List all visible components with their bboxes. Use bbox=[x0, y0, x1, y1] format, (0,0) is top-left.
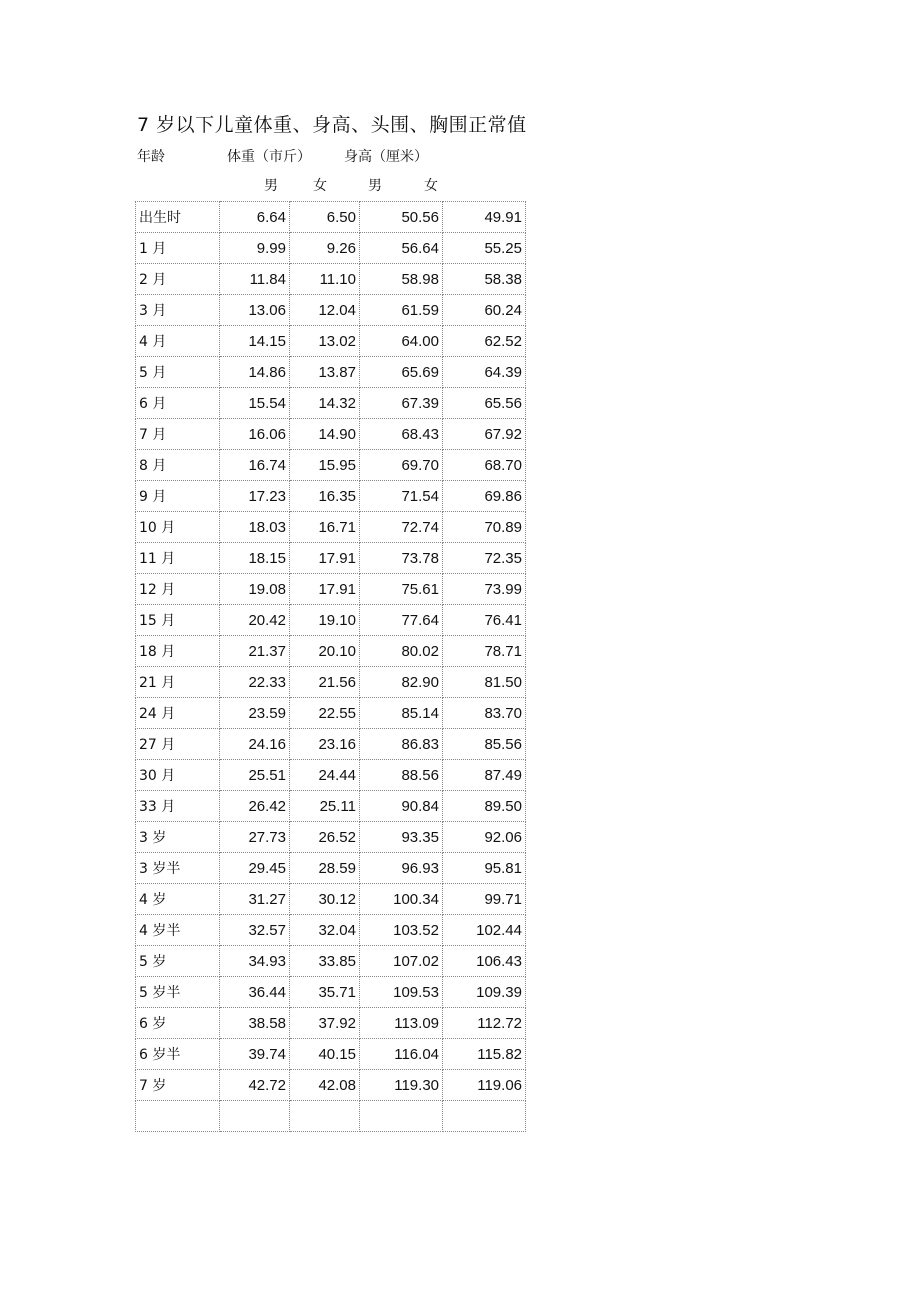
weight-male-header: 男 bbox=[264, 178, 278, 194]
weight-male-cell: 29.45 bbox=[220, 853, 290, 884]
height-female-cell: 55.25 bbox=[443, 233, 526, 264]
weight-female-cell: 9.26 bbox=[290, 233, 360, 264]
table-row bbox=[136, 915, 526, 946]
age-cell: 30 月 bbox=[136, 760, 220, 791]
age-cell: 3 岁半 bbox=[136, 853, 220, 884]
age-cell: 4 岁半 bbox=[136, 915, 220, 946]
height-female-cell: 119.06 bbox=[443, 1070, 526, 1101]
age-cell: 7 月 bbox=[136, 419, 220, 450]
weight-male-cell: 18.15 bbox=[220, 543, 290, 574]
height-male-cell: 77.64 bbox=[360, 605, 443, 636]
age-cell: 15 月 bbox=[136, 605, 220, 636]
table-row bbox=[136, 512, 526, 543]
weight-female-cell: 20.10 bbox=[290, 636, 360, 667]
height-female-cell: 64.39 bbox=[443, 357, 526, 388]
weight-male-cell: 36.44 bbox=[220, 977, 290, 1008]
table-row bbox=[136, 729, 526, 760]
height-female-cell: 72.35 bbox=[443, 543, 526, 574]
height-male-header: 男 bbox=[368, 178, 382, 194]
age-cell: 出生时 bbox=[136, 202, 220, 233]
weight-female-cell: 19.10 bbox=[290, 605, 360, 636]
weight-female-cell: 13.02 bbox=[290, 326, 360, 357]
table-row bbox=[136, 667, 526, 698]
weight-female-cell: 16.71 bbox=[290, 512, 360, 543]
age-cell: 6 岁半 bbox=[136, 1039, 220, 1070]
height-female-cell: 89.50 bbox=[443, 791, 526, 822]
height-male-cell: 61.59 bbox=[360, 295, 443, 326]
height-female-cell: 49.91 bbox=[443, 202, 526, 233]
weight-female-cell: 35.71 bbox=[290, 977, 360, 1008]
height-female-cell: 81.50 bbox=[443, 667, 526, 698]
table-row bbox=[136, 884, 526, 915]
height-male-cell: 100.34 bbox=[360, 884, 443, 915]
table-row bbox=[136, 295, 526, 326]
height-male-cell: 72.74 bbox=[360, 512, 443, 543]
age-cell: 2 月 bbox=[136, 264, 220, 295]
age-cell bbox=[136, 1101, 220, 1132]
height-male-cell: 64.00 bbox=[360, 326, 443, 357]
table-row bbox=[136, 326, 526, 357]
table-row bbox=[136, 605, 526, 636]
weight-female-cell: 12.04 bbox=[290, 295, 360, 326]
weight-female-cell: 33.85 bbox=[290, 946, 360, 977]
weight-female-cell: 37.92 bbox=[290, 1008, 360, 1039]
table-body bbox=[136, 202, 526, 1132]
weight-male-cell: 20.42 bbox=[220, 605, 290, 636]
age-cell: 10 月 bbox=[136, 512, 220, 543]
height-male-cell: 65.69 bbox=[360, 357, 443, 388]
height-female-cell: 78.71 bbox=[443, 636, 526, 667]
height-male-cell: 90.84 bbox=[360, 791, 443, 822]
weight-male-cell: 19.08 bbox=[220, 574, 290, 605]
height-female-cell: 87.49 bbox=[443, 760, 526, 791]
weight-male-cell: 17.23 bbox=[220, 481, 290, 512]
weight-male-cell: 21.37 bbox=[220, 636, 290, 667]
age-cell: 12 月 bbox=[136, 574, 220, 605]
height-female-cell: 73.99 bbox=[443, 574, 526, 605]
weight-male-cell: 14.86 bbox=[220, 357, 290, 388]
weight-male-cell: 34.93 bbox=[220, 946, 290, 977]
weight-male-cell: 14.15 bbox=[220, 326, 290, 357]
weight-female-cell: 11.10 bbox=[290, 264, 360, 295]
table-row bbox=[136, 233, 526, 264]
height-female-header: 女 bbox=[424, 178, 438, 194]
table-row bbox=[136, 760, 526, 791]
table-row bbox=[136, 698, 526, 729]
weight-female-cell bbox=[290, 1101, 360, 1132]
table-row bbox=[136, 1039, 526, 1070]
age-cell: 9 月 bbox=[136, 481, 220, 512]
height-male-cell: 50.56 bbox=[360, 202, 443, 233]
height-female-cell: 76.41 bbox=[443, 605, 526, 636]
weight-male-cell bbox=[220, 1101, 290, 1132]
weight-male-cell: 24.16 bbox=[220, 729, 290, 760]
height-female-cell: 106.43 bbox=[443, 946, 526, 977]
height-female-cell: 58.38 bbox=[443, 264, 526, 295]
weight-female-cell: 21.56 bbox=[290, 667, 360, 698]
age-cell: 21 月 bbox=[136, 667, 220, 698]
table-row bbox=[136, 636, 526, 667]
height-male-cell: 82.90 bbox=[360, 667, 443, 698]
weight-column-header: 体重（市斤） bbox=[227, 149, 311, 165]
height-female-cell: 112.72 bbox=[443, 1008, 526, 1039]
weight-male-cell: 16.74 bbox=[220, 450, 290, 481]
table-row bbox=[136, 388, 526, 419]
height-female-cell: 65.56 bbox=[443, 388, 526, 419]
weight-female-cell: 28.59 bbox=[290, 853, 360, 884]
weight-female-cell: 13.87 bbox=[290, 357, 360, 388]
weight-male-cell: 22.33 bbox=[220, 667, 290, 698]
age-cell: 6 岁 bbox=[136, 1008, 220, 1039]
table-row bbox=[136, 1101, 526, 1132]
weight-female-cell: 23.16 bbox=[290, 729, 360, 760]
weight-male-cell: 32.57 bbox=[220, 915, 290, 946]
height-female-cell: 67.92 bbox=[443, 419, 526, 450]
weight-female-cell: 22.55 bbox=[290, 698, 360, 729]
weight-female-cell: 30.12 bbox=[290, 884, 360, 915]
weight-male-cell: 18.03 bbox=[220, 512, 290, 543]
weight-male-cell: 9.99 bbox=[220, 233, 290, 264]
table-row bbox=[136, 450, 526, 481]
height-male-cell: 73.78 bbox=[360, 543, 443, 574]
weight-male-cell: 25.51 bbox=[220, 760, 290, 791]
height-male-cell: 85.14 bbox=[360, 698, 443, 729]
age-cell: 3 岁 bbox=[136, 822, 220, 853]
table-row bbox=[136, 264, 526, 295]
weight-male-cell: 39.74 bbox=[220, 1039, 290, 1070]
weight-male-cell: 6.64 bbox=[220, 202, 290, 233]
height-male-cell: 71.54 bbox=[360, 481, 443, 512]
height-male-cell: 86.83 bbox=[360, 729, 443, 760]
height-female-cell: 60.24 bbox=[443, 295, 526, 326]
height-female-cell: 62.52 bbox=[443, 326, 526, 357]
height-female-cell: 109.39 bbox=[443, 977, 526, 1008]
height-female-cell: 68.70 bbox=[443, 450, 526, 481]
age-cell: 4 岁 bbox=[136, 884, 220, 915]
weight-male-cell: 13.06 bbox=[220, 295, 290, 326]
table-row bbox=[136, 481, 526, 512]
table-row bbox=[136, 853, 526, 884]
page-title: 7 岁以下儿童体重、身高、头围、胸围正常值 bbox=[137, 114, 527, 136]
height-male-cell: 109.53 bbox=[360, 977, 443, 1008]
weight-female-cell: 25.11 bbox=[290, 791, 360, 822]
height-female-cell bbox=[443, 1101, 526, 1132]
age-cell: 27 月 bbox=[136, 729, 220, 760]
height-female-cell: 69.86 bbox=[443, 481, 526, 512]
height-male-cell: 96.93 bbox=[360, 853, 443, 884]
weight-female-cell: 26.52 bbox=[290, 822, 360, 853]
height-male-cell: 67.39 bbox=[360, 388, 443, 419]
weight-male-cell: 31.27 bbox=[220, 884, 290, 915]
weight-male-cell: 15.54 bbox=[220, 388, 290, 419]
height-male-cell: 69.70 bbox=[360, 450, 443, 481]
weight-male-cell: 26.42 bbox=[220, 791, 290, 822]
height-male-cell: 103.52 bbox=[360, 915, 443, 946]
height-female-cell: 92.06 bbox=[443, 822, 526, 853]
height-male-cell: 119.30 bbox=[360, 1070, 443, 1101]
weight-male-cell: 11.84 bbox=[220, 264, 290, 295]
weight-female-header: 女 bbox=[313, 178, 327, 194]
height-female-cell: 115.82 bbox=[443, 1039, 526, 1070]
weight-female-cell: 17.91 bbox=[290, 574, 360, 605]
weight-male-cell: 38.58 bbox=[220, 1008, 290, 1039]
age-cell: 4 月 bbox=[136, 326, 220, 357]
age-cell: 7 岁 bbox=[136, 1070, 220, 1101]
weight-female-cell: 14.90 bbox=[290, 419, 360, 450]
height-female-cell: 83.70 bbox=[443, 698, 526, 729]
age-cell: 5 岁 bbox=[136, 946, 220, 977]
weight-female-cell: 14.32 bbox=[290, 388, 360, 419]
table-row bbox=[136, 574, 526, 605]
table-row bbox=[136, 1070, 526, 1101]
table-row bbox=[136, 791, 526, 822]
age-cell: 1 月 bbox=[136, 233, 220, 264]
age-cell: 18 月 bbox=[136, 636, 220, 667]
age-cell: 24 月 bbox=[136, 698, 220, 729]
height-female-cell: 85.56 bbox=[443, 729, 526, 760]
age-cell: 6 月 bbox=[136, 388, 220, 419]
height-male-cell: 113.09 bbox=[360, 1008, 443, 1039]
weight-male-cell: 27.73 bbox=[220, 822, 290, 853]
height-male-cell: 88.56 bbox=[360, 760, 443, 791]
age-cell: 11 月 bbox=[136, 543, 220, 574]
table-row bbox=[136, 202, 526, 233]
height-male-cell: 58.98 bbox=[360, 264, 443, 295]
weight-female-cell: 42.08 bbox=[290, 1070, 360, 1101]
weight-female-cell: 15.95 bbox=[290, 450, 360, 481]
age-cell: 3 月 bbox=[136, 295, 220, 326]
weight-female-cell: 17.91 bbox=[290, 543, 360, 574]
height-male-cell: 107.02 bbox=[360, 946, 443, 977]
table-row bbox=[136, 419, 526, 450]
height-female-cell: 102.44 bbox=[443, 915, 526, 946]
height-female-cell: 99.71 bbox=[443, 884, 526, 915]
weight-female-cell: 24.44 bbox=[290, 760, 360, 791]
height-male-cell: 80.02 bbox=[360, 636, 443, 667]
table-row bbox=[136, 977, 526, 1008]
age-cell: 33 月 bbox=[136, 791, 220, 822]
weight-female-cell: 16.35 bbox=[290, 481, 360, 512]
weight-female-cell: 32.04 bbox=[290, 915, 360, 946]
height-female-cell: 95.81 bbox=[443, 853, 526, 884]
table-row bbox=[136, 1008, 526, 1039]
table-row bbox=[136, 357, 526, 388]
table-row bbox=[136, 946, 526, 977]
weight-male-cell: 42.72 bbox=[220, 1070, 290, 1101]
age-cell: 5 月 bbox=[136, 357, 220, 388]
age-cell: 8 月 bbox=[136, 450, 220, 481]
weight-male-cell: 23.59 bbox=[220, 698, 290, 729]
height-male-cell: 56.64 bbox=[360, 233, 443, 264]
height-male-cell: 75.61 bbox=[360, 574, 443, 605]
growth-standards-table bbox=[135, 201, 526, 1132]
height-female-cell: 70.89 bbox=[443, 512, 526, 543]
table-row bbox=[136, 543, 526, 574]
height-male-cell bbox=[360, 1101, 443, 1132]
weight-female-cell: 6.50 bbox=[290, 202, 360, 233]
height-male-cell: 93.35 bbox=[360, 822, 443, 853]
age-cell: 5 岁半 bbox=[136, 977, 220, 1008]
height-male-cell: 116.04 bbox=[360, 1039, 443, 1070]
height-column-header: 身高（厘米） bbox=[344, 149, 428, 165]
table-row bbox=[136, 822, 526, 853]
height-male-cell: 68.43 bbox=[360, 419, 443, 450]
weight-male-cell: 16.06 bbox=[220, 419, 290, 450]
weight-female-cell: 40.15 bbox=[290, 1039, 360, 1070]
age-column-header: 年龄 bbox=[137, 149, 165, 165]
